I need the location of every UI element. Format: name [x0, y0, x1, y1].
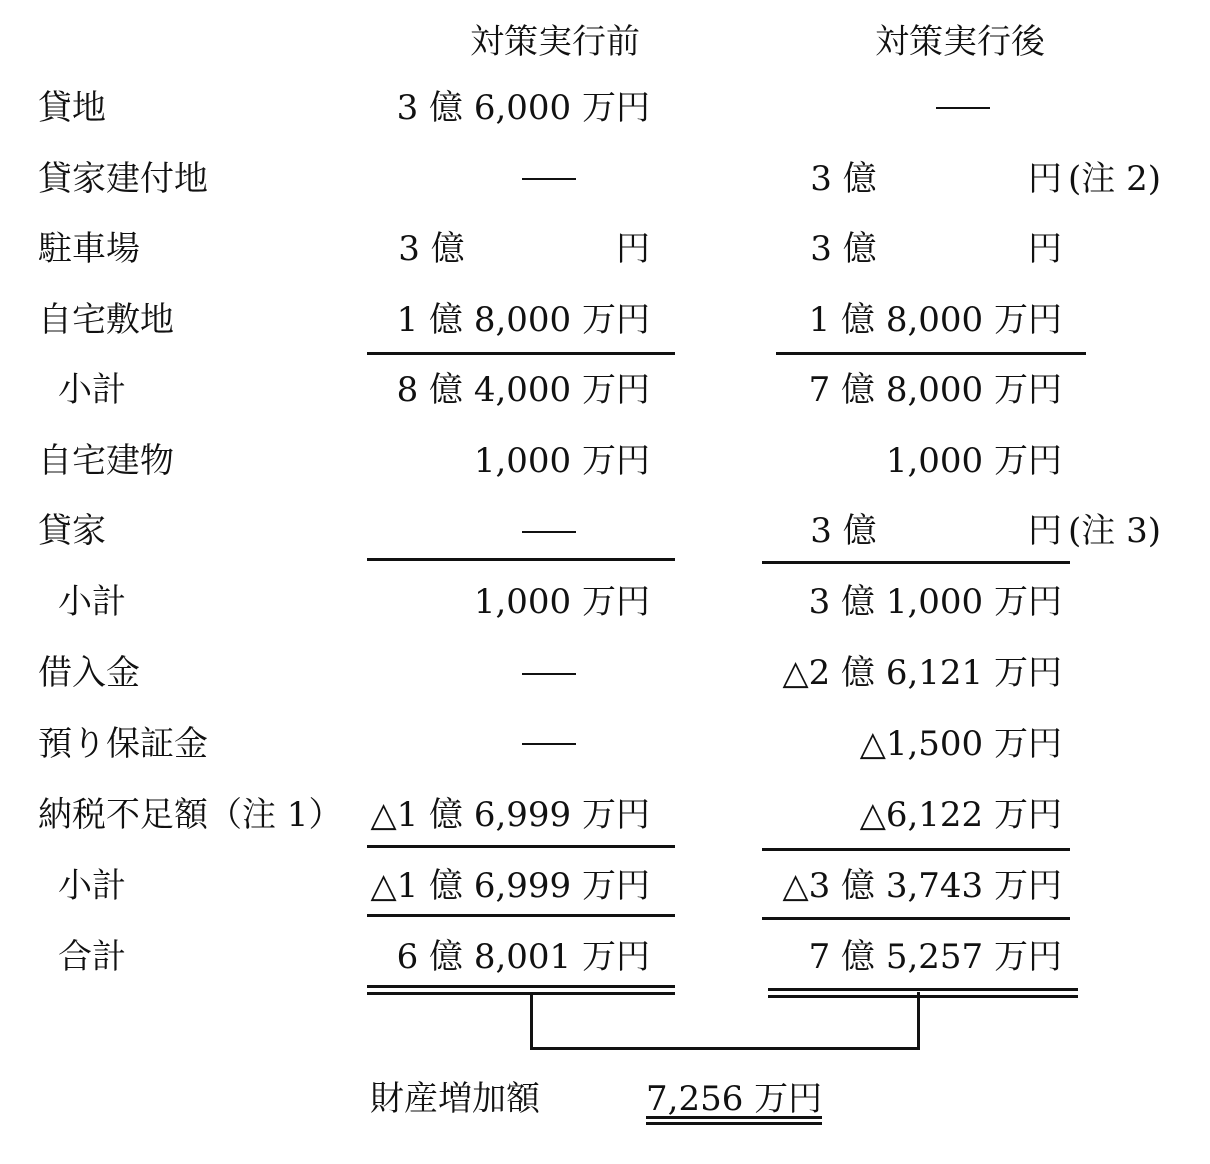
before-value: △1 億 6,999 万円	[370, 795, 650, 835]
row-label: 自宅建物	[38, 441, 174, 481]
after-value: 7 億 5,257 万円	[808, 937, 1062, 977]
row-label: 自宅敷地	[38, 300, 174, 340]
rule-before	[367, 845, 675, 848]
after-value: 3 億 円	[810, 511, 1062, 551]
before-value: △1 億 6,999 万円	[370, 866, 650, 906]
dash-empty	[522, 178, 576, 180]
dash-empty	[522, 531, 576, 533]
dash-empty	[522, 743, 576, 745]
row-label: 貸地	[38, 88, 106, 128]
header-after: 対策実行後	[875, 22, 1045, 62]
row-label: 駐車場	[38, 229, 140, 269]
rule-before	[367, 914, 675, 917]
row-label: 小計	[58, 866, 126, 906]
note: (注 3)	[1068, 511, 1161, 551]
note: (注 2)	[1068, 159, 1161, 199]
before-value: 1 億 8,000 万円	[396, 300, 650, 340]
increase-value: 7,256 万円	[646, 1079, 823, 1119]
row-label: 小計	[58, 582, 126, 622]
rule-before	[367, 558, 675, 561]
after-value: 3 億 円	[810, 229, 1062, 269]
header-before: 対策実行前	[470, 22, 640, 62]
after-value: △2 億 6,121 万円	[782, 653, 1062, 693]
before-value: 8 億 4,000 万円	[396, 370, 650, 410]
dash-empty	[522, 673, 576, 675]
after-value: △1,500 万円	[859, 724, 1062, 764]
before-value: 1,000 万円	[473, 582, 650, 622]
rule-after	[776, 352, 1086, 355]
before-value: 1,000 万円	[473, 441, 650, 481]
increase-double-underline	[646, 1116, 822, 1125]
after-value: 1,000 万円	[885, 441, 1062, 481]
after-value: 3 億 円	[810, 159, 1062, 199]
row-label: 貸家	[38, 511, 106, 551]
rule-after	[762, 917, 1070, 920]
row-label: 小計	[58, 370, 126, 410]
connector-bottom	[530, 1047, 920, 1050]
after-value: 1 億 8,000 万円	[808, 300, 1062, 340]
connector-left	[530, 992, 533, 1050]
double-rule-before	[367, 985, 675, 995]
after-value: 7 億 8,000 万円	[808, 370, 1062, 410]
row-label: 納税不足額（注 1）	[38, 795, 343, 835]
rule-after	[762, 848, 1070, 851]
row-label: 合計	[58, 937, 126, 977]
row-label: 貸家建付地	[38, 159, 208, 199]
after-value: △6,122 万円	[859, 795, 1062, 835]
after-value: 3 億 1,000 万円	[808, 582, 1062, 622]
rule-before	[367, 352, 675, 355]
row-label: 借入金	[38, 653, 140, 693]
dash-empty	[936, 107, 990, 109]
after-value: △3 億 3,743 万円	[782, 866, 1062, 906]
rule-after	[762, 561, 1070, 564]
row-label: 預り保証金	[38, 724, 208, 764]
before-value: 3 億 6,000 万円	[396, 88, 650, 128]
increase-label: 財産増加額	[370, 1079, 540, 1119]
before-value: 3 億 円	[398, 229, 650, 269]
connector-right	[917, 992, 920, 1050]
before-value: 6 億 8,001 万円	[396, 937, 650, 977]
double-rule-after	[768, 988, 1078, 998]
